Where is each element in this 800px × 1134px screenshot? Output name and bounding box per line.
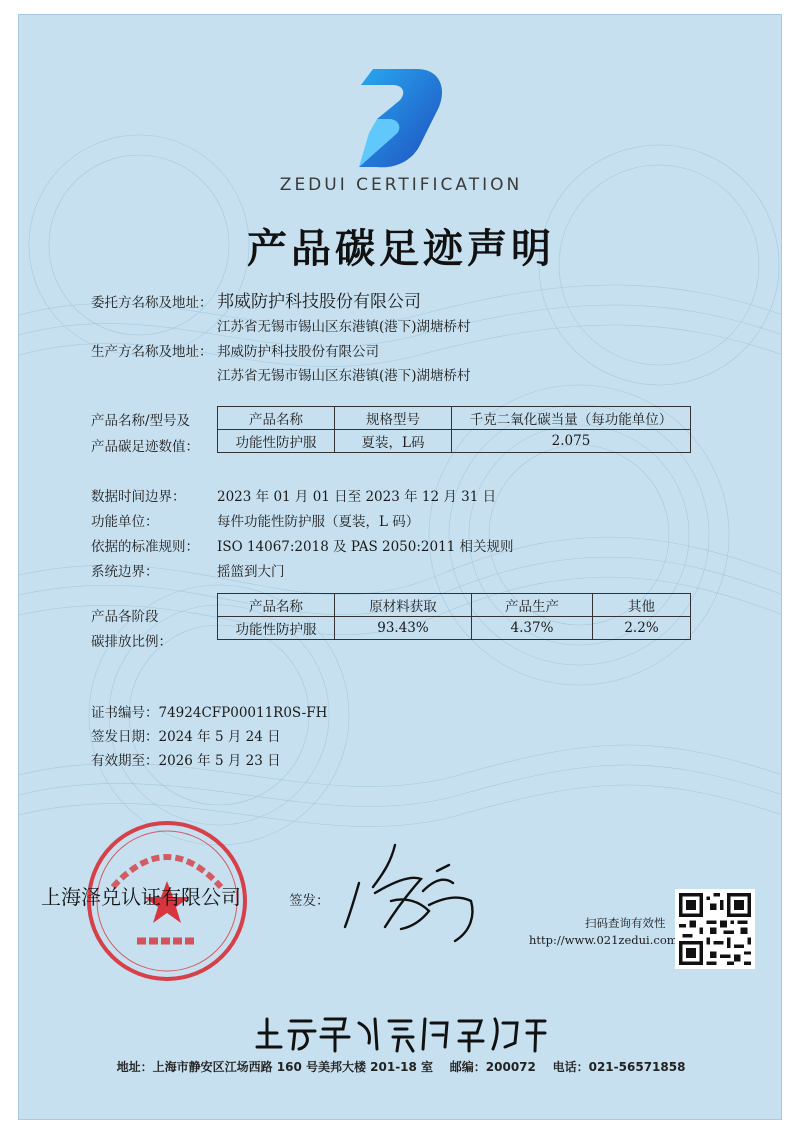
footer-contact <box>19 1058 782 1075</box>
detail-value: 2023 年 01 月 01 日至 2023 年 12 月 31 日 <box>217 489 497 505</box>
detail-label: 数据时间边界： <box>91 489 186 505</box>
detail-label: 系统边界： <box>91 564 159 580</box>
zedui-logo-icon <box>355 63 447 175</box>
producer-label: 生产方名称及地址： <box>91 344 213 360</box>
table-header: 产品名称 <box>218 407 335 430</box>
producer-address: 江苏省无锡市锡山区东港镇(港下)湖塘桥村 <box>217 368 471 384</box>
table-cell: 93.43% <box>335 617 472 640</box>
table-cell: 夏装，L码 <box>335 430 452 453</box>
issue-date-label: 签发日期： <box>91 729 159 745</box>
footer-phone: 电话：021-56571858 <box>552 1060 686 1074</box>
certificate-sheet <box>18 14 782 1120</box>
table-row <box>218 430 691 453</box>
stage-table <box>217 593 691 640</box>
issue-date-value: 2024 年 5 月 24 日 <box>158 729 281 745</box>
table-header: 其他 <box>593 594 691 617</box>
verify-text: 扫码查询有效性 <box>585 916 666 930</box>
verify-url[interactable]: http://www.021zedui.com <box>529 933 678 947</box>
detail-label: 依据的标准规则： <box>91 539 199 555</box>
footer-postcode: 邮编：200072 <box>449 1060 536 1074</box>
sign-label: 签发： <box>289 893 330 909</box>
client-name: 邦威防护科技股份有限公司 <box>217 292 421 312</box>
stage-table-label-2: 碳排放比例： <box>91 634 172 650</box>
issue-date <box>91 725 281 745</box>
table-header: 产品生产 <box>472 594 593 617</box>
signature-icon <box>325 831 495 947</box>
expiry-date-value: 2026 年 5 月 23 日 <box>158 753 281 769</box>
detail-label: 功能单位： <box>91 514 159 530</box>
footer-address: 地址：上海市静安区江场西路 160 号美邦大楼 201-18 室 <box>116 1060 434 1074</box>
certificate-number <box>91 701 327 721</box>
table-row <box>218 407 691 430</box>
stage-table-label-1: 产品各阶段 <box>91 609 159 625</box>
qr-code-icon[interactable] <box>675 889 755 969</box>
table-cell: 功能性防护服 <box>218 617 335 640</box>
document-title: 产品碳足迹声明 <box>247 225 555 272</box>
detail-value: 摇篮到大门 <box>217 564 285 580</box>
table-row <box>218 594 691 617</box>
table-header: 规格型号 <box>335 407 452 430</box>
brand-name: ZEDUI CERTIFICATION <box>279 175 523 195</box>
calligraphy-logo-icon <box>255 1013 547 1053</box>
client-address: 江苏省无锡市锡山区东港镇(港下)湖塘桥村 <box>217 319 471 335</box>
product-table <box>217 406 691 453</box>
table-cell: 4.37% <box>472 617 593 640</box>
table-header: 产品名称 <box>218 594 335 617</box>
expiry-date-label: 有效期至： <box>91 753 159 769</box>
certificate-number-value: 74924CFP00011R0S-FH <box>158 705 328 721</box>
product-table-label-2: 产品碳足迹数值： <box>91 439 199 455</box>
certificate-number-label: 证书编号： <box>91 705 159 721</box>
detail-value: 每件功能性防护服（夏装，L 码） <box>217 514 420 530</box>
product-table-label-1: 产品名称/型号及 <box>91 413 191 429</box>
detail-value: ISO 14067:2018 及 PAS 2050:2011 相关规则 <box>217 539 514 555</box>
table-cell: 功能性防护服 <box>218 430 335 453</box>
producer-name: 邦威防护科技股份有限公司 <box>217 344 379 360</box>
table-row <box>218 617 691 640</box>
client-label: 委托方名称及地址： <box>91 295 213 311</box>
table-cell: 2.2% <box>593 617 691 640</box>
table-header: 千克二氧化碳当量（每功能单位） <box>452 407 691 430</box>
expiry-date <box>91 749 281 769</box>
table-cell: 2.075 <box>452 430 691 453</box>
table-header: 原材料获取 <box>335 594 472 617</box>
issuer-company: 上海泽兑认证有限公司 <box>41 885 241 909</box>
